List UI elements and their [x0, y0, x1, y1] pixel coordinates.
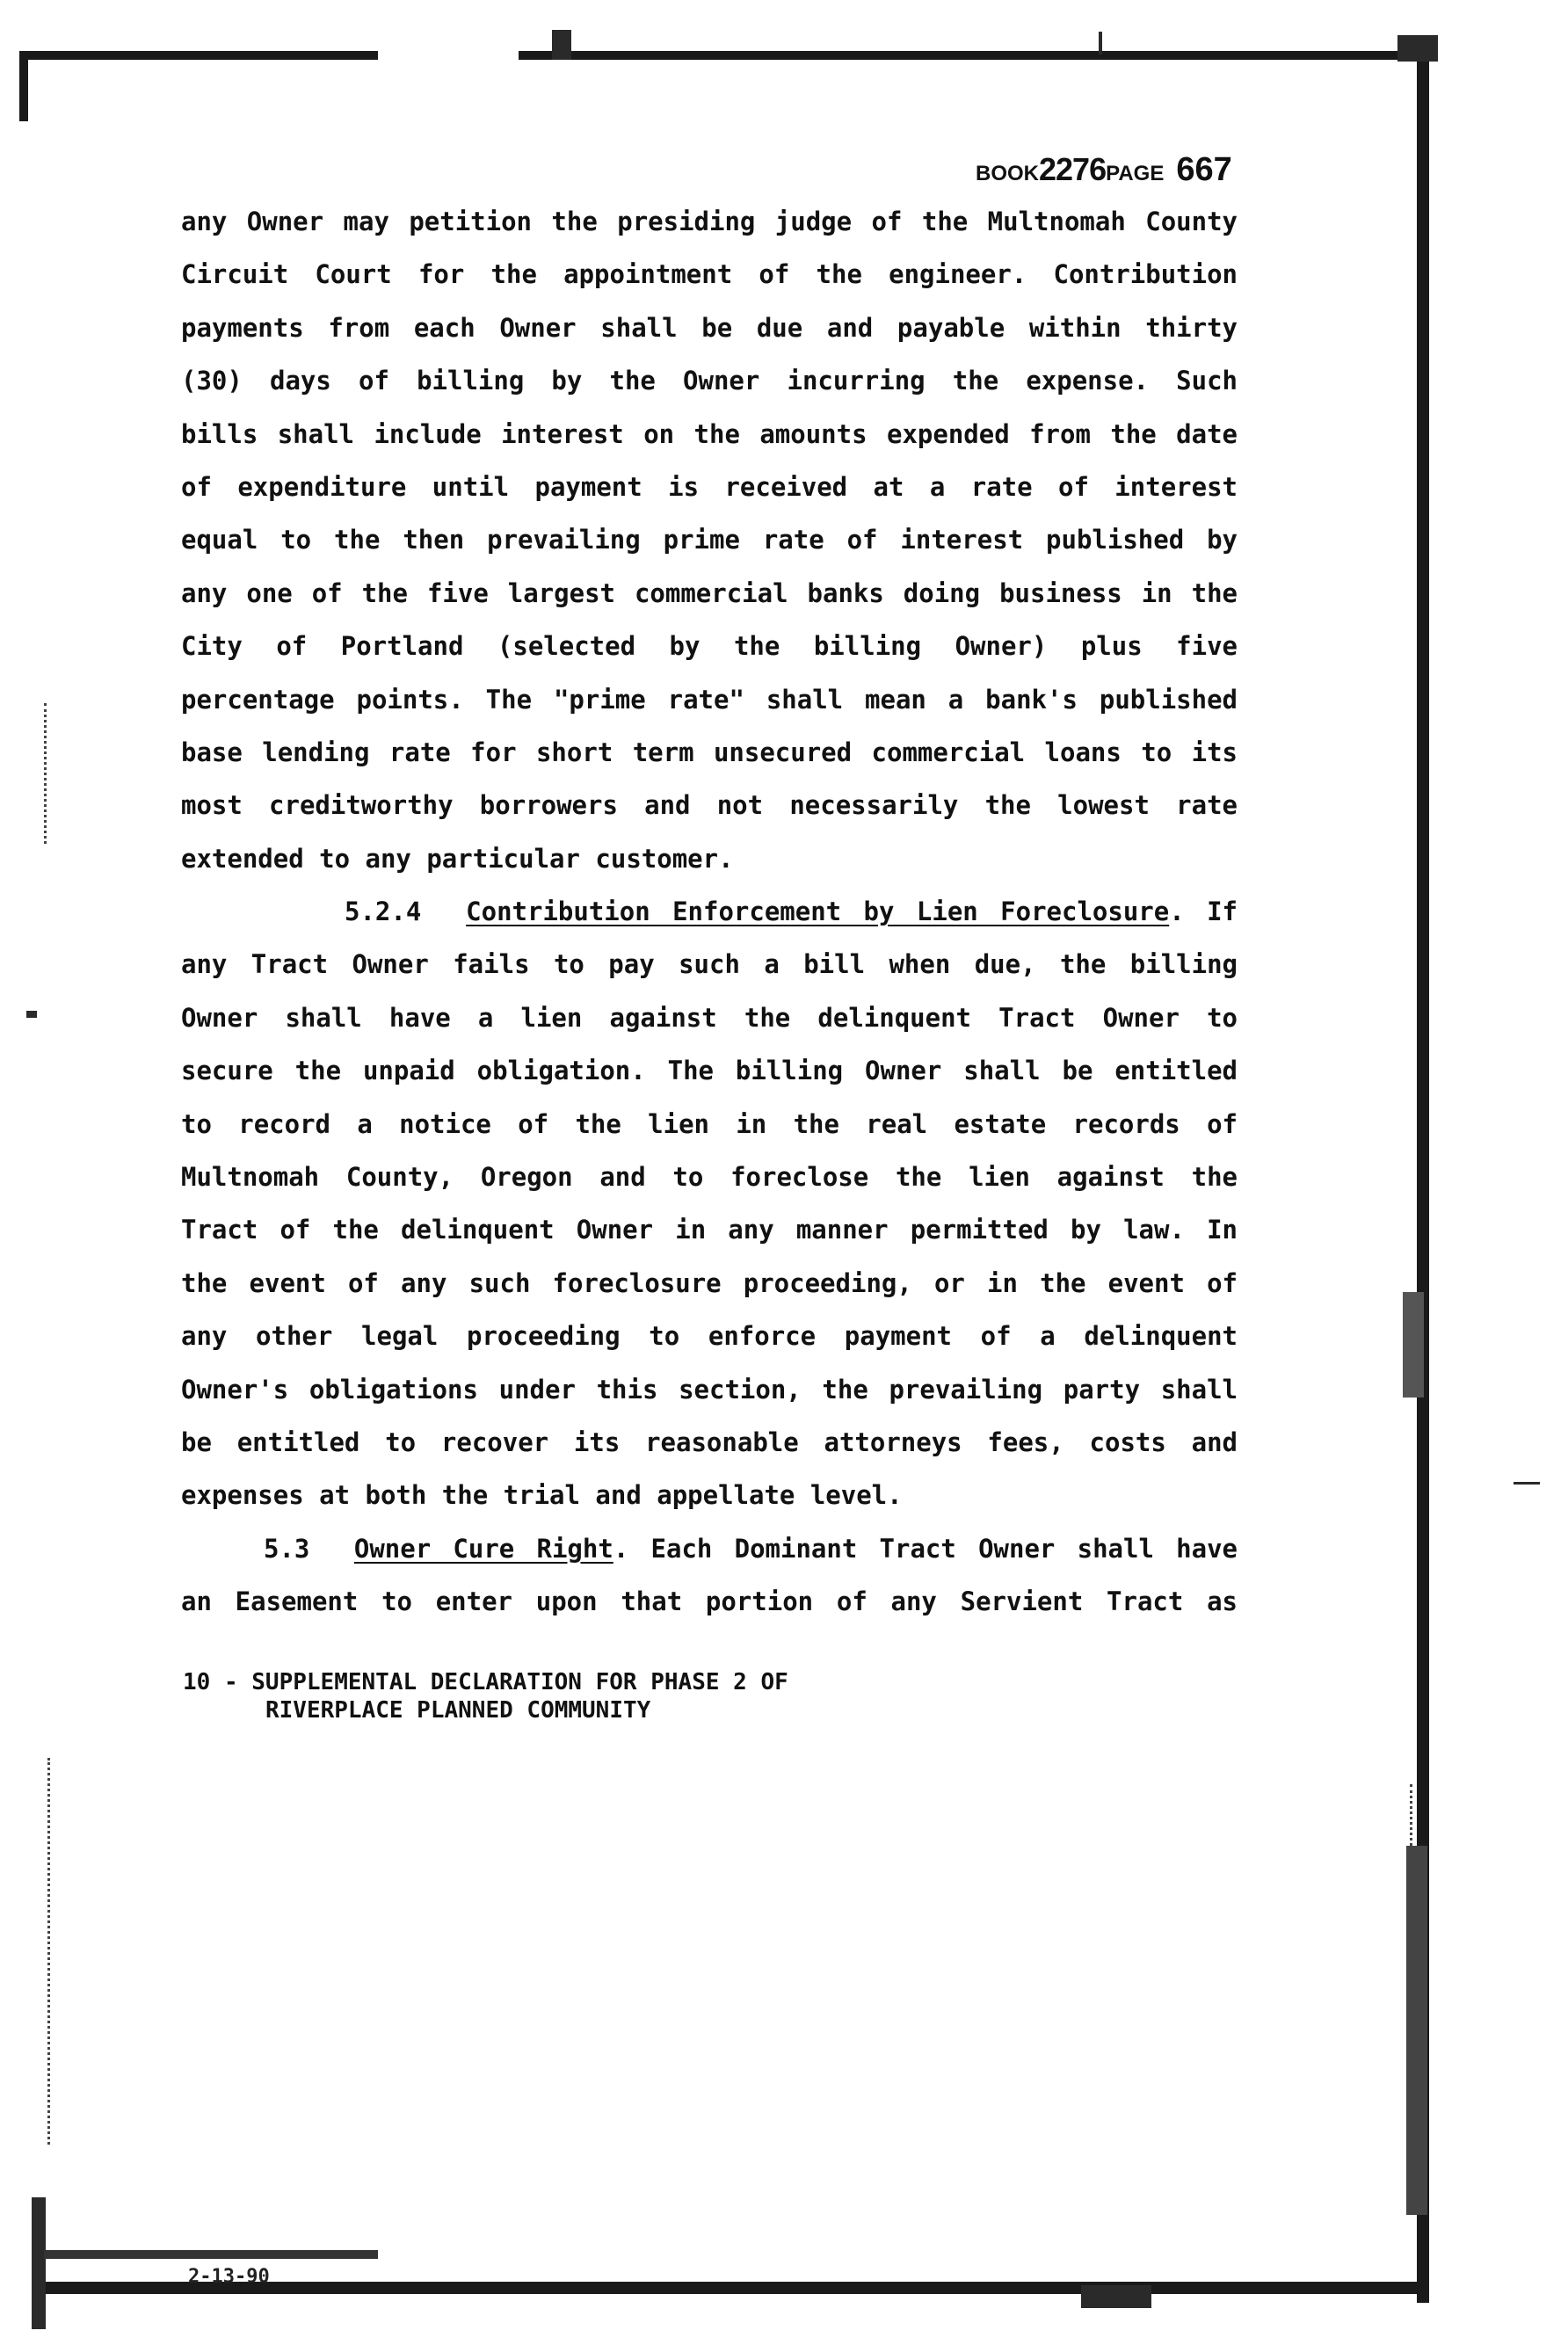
section-title-suffix: . Each Dominant Tract Owner shall have	[613, 1533, 1238, 1564]
scan-speck	[1397, 35, 1438, 62]
scan-speck	[1403, 1292, 1424, 1398]
section-number: 5.3	[264, 1533, 310, 1564]
body-line: Tract of the delinquent Owner in any manner permitted by law. In	[181, 1215, 1238, 1245]
scan-speck	[1406, 1846, 1427, 2215]
section-number: 5.2.4	[345, 897, 422, 927]
footer-page-number: 10	[183, 1669, 211, 1695]
body-line: an Easement to enter upon that portion of any Servient Tract as	[181, 1586, 1238, 1617]
scan-speck	[44, 2250, 378, 2259]
body-line: the event of any such foreclosure proceeding, or in the event of	[181, 1267, 1238, 1298]
section-heading-5-2-4	[181, 885, 1238, 938]
section-title: Contribution Enforcement by Lien Foreclosure	[466, 897, 1170, 927]
scan-border-left	[19, 51, 28, 121]
body-line: extended to any particular customer.	[181, 843, 734, 874]
book-label: BOOK	[976, 162, 1039, 185]
body-line: Owner's obligations under this section, the prevailing party shall	[181, 1374, 1238, 1405]
page-number: 667	[1176, 151, 1232, 188]
body-line: any one of the five largest commercial banks doing business in the	[181, 577, 1238, 608]
body-line: payments from each Owner shall be due and payable within thirty	[181, 312, 1238, 343]
body-line: any other legal proceeding to enforce payment of a delinquent	[181, 1321, 1238, 1352]
scan-speck	[26, 1011, 37, 1018]
page-label: PAGE	[1106, 162, 1165, 185]
body-line: most creditworthy borrowers and not necessarily the lowest rate	[181, 790, 1238, 821]
scan-edge-dots	[47, 1758, 50, 2145]
section-title: Owner Cure Right	[353, 1533, 613, 1564]
document-body	[181, 195, 1238, 1629]
body-line: any Owner may petition the presiding judge of the Multnomah County	[181, 207, 1238, 236]
scan-speck	[552, 30, 571, 60]
body-line: (30) days of billing by the Owner incurring the expense. Such	[181, 366, 1238, 396]
section-heading-5-3	[181, 1522, 1238, 1575]
page-footer	[183, 1668, 788, 1724]
scan-border-top	[19, 51, 1426, 60]
scan-speck	[1099, 32, 1102, 54]
body-line: Multnomah County, Oregon and to foreclose the lien against the	[181, 1162, 1238, 1193]
body-line: secure the unpaid obligation. The billing Owner shall be entitled	[181, 1056, 1238, 1086]
scan-speck	[32, 2197, 46, 2329]
date-stamp: 2-13-90	[188, 2266, 270, 2288]
section-title-suffix: . If	[1169, 897, 1238, 927]
body-line: percentage points. The "prime rate" shall mean a bank's published	[181, 684, 1238, 715]
scan-edge-dots	[1410, 1784, 1412, 1846]
body-line: City of Portland (selected by the billing Owner) plus five	[181, 631, 1238, 662]
footer-separator: -	[223, 1669, 238, 1695]
body-line: be entitled to recover its reasonable attorneys fees, costs and	[181, 1427, 1238, 1457]
scan-border-gap	[378, 49, 519, 62]
body-line: expenses at both the trial and appellate level.	[181, 1480, 903, 1511]
body-line: Owner shall have a lien against the delinquent Tract Owner to	[181, 1002, 1238, 1033]
body-line: of expenditure until payment is received at a rate of interest	[181, 471, 1238, 502]
footer-title-line1: SUPPLEMENTAL DECLARATION FOR PHASE 2 OF	[251, 1669, 788, 1695]
scan-edge-dots	[44, 703, 47, 844]
body-line: to record a notice of the lien in the real estate records of	[181, 1108, 1238, 1139]
body-line: bills shall include interest on the amounts expended from the date	[181, 418, 1238, 449]
body-line: base lending rate for short term unsecured commercial loans to its	[181, 737, 1238, 767]
body-line: equal to the then prevailing prime rate of interest published by	[181, 525, 1238, 555]
scan-speck	[1514, 1482, 1540, 1485]
body-line: Circuit Court for the appointment of the engineer. Contribution	[181, 259, 1238, 290]
footer-title-line2: RIVERPLACE PLANNED COMMUNITY	[265, 1697, 651, 1724]
book-page-reference	[976, 151, 1232, 189]
body-line: any Tract Owner fails to pay such a bill when due, the billing	[181, 949, 1238, 980]
book-number: 2276	[1039, 151, 1107, 187]
scan-speck	[1081, 2285, 1151, 2308]
